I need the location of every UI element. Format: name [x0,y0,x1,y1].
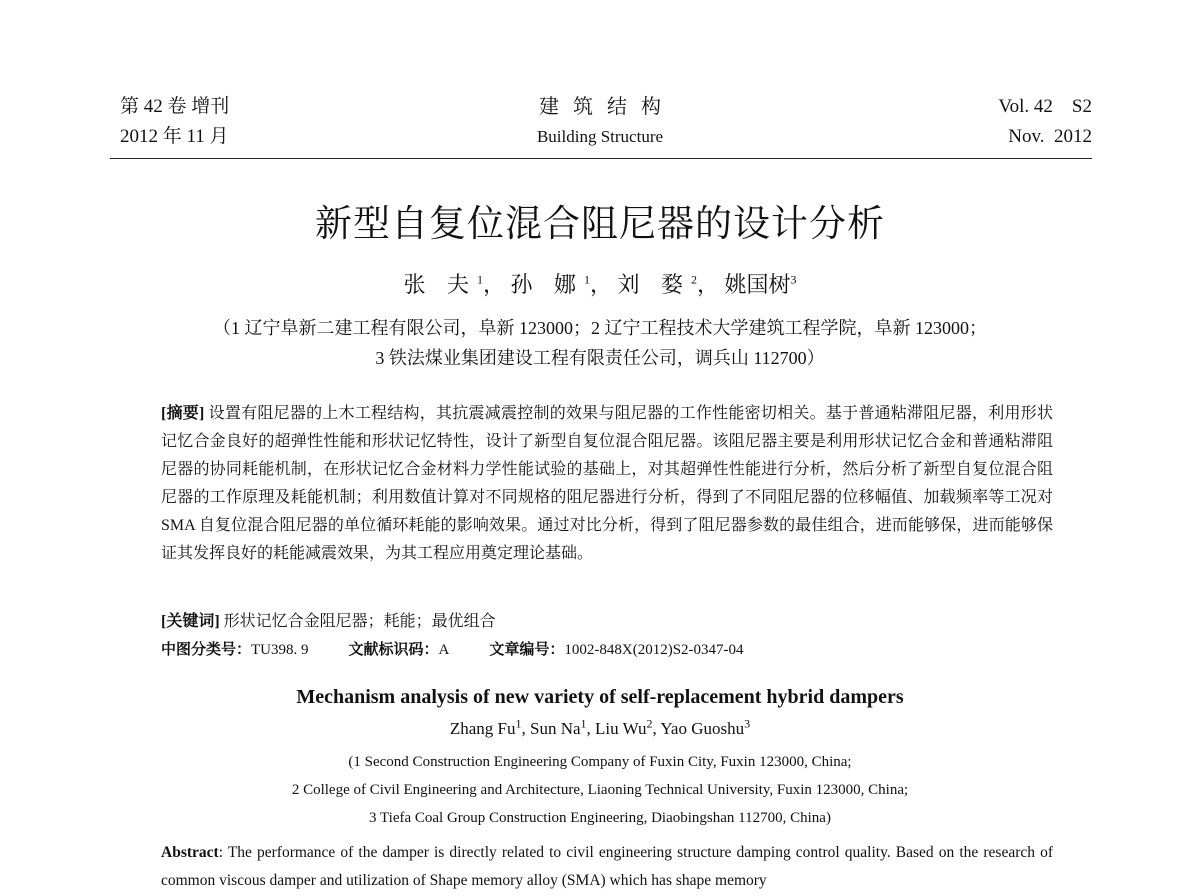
document-code-value: A [438,642,450,658]
author-name: 孙 娜 [510,272,584,297]
abstract-en-label: Abstract [161,844,219,861]
journal-name-cn: 建筑结构 [539,96,675,118]
author-name-en: Yao Guoshu [660,719,745,738]
clc-value: TU398. 9 [251,642,309,658]
keywords-cn-label: [关键词] [161,613,220,630]
document-code-label: 文献标识码： [348,642,439,658]
keywords-cn-text: 形状记忆合金阻尼器；耗能；最优组合 [223,613,496,630]
author-name: 刘 婺 [617,272,692,297]
classification-line [161,638,744,659]
journal-name-en: Building Structure [536,127,664,146]
author-name: 张 夫 [403,272,477,297]
article-number-label: 文章编号： [489,642,565,658]
paper-title-en: Mechanism analysis of new variety of self-replacement hybrid dampers [296,686,904,708]
abstract-en: Abstract: The performance of the damper is directly related to civil engineering structure damping control quality. Based on the research of common viscous damper and utilization of Shape memory alloy (SMA) which has shape memory [161,844,1053,889]
author-name-en: Zhang Fu [449,719,516,738]
abstract-cn [161,400,1053,568]
journal-header-center [480,92,720,152]
clc-label: 中图分类号： [161,642,252,658]
authors-en: Zhang Fu$^1$, Sun Na$^1$, Liu Wu$^2$, Yao Guoshu$^3$ [449,716,751,738]
author-name-en: Sun Na [530,719,581,738]
abstract-en-text: The performance of the damper is directly related to civil engineering structure damping control quality. Based on the research of common viscous damper and utilization of Shape memory alloy (SMA) which has shape memory [161,844,1053,889]
author-affiliation-mark: 1 [580,716,587,731]
affiliation-en-line-3: 3 Tiefa Coal Group Construction Engineering, Diaobingshan 112700, China) [369,810,831,826]
author-affiliation-mark: 2 [646,716,653,731]
article-number-value: 1002-848X(2012)S2-0347-04 [564,642,744,658]
header-rule [110,158,1092,159]
author-affiliation-mark: 2 [691,272,698,287]
date-cn: 2012 年 11 月 [120,126,229,147]
affiliation-en-line-2: 2 College of Civil Engineering and Architecture, Liaoning Technical University, Fuxin 123000, China; [291,782,909,798]
keywords-cn [161,608,496,631]
author-affiliation-mark: 1 [515,716,522,731]
abstract-cn-label: [摘要] [161,405,205,422]
author-affiliation-mark: 3 [744,716,751,731]
date-en: Nov. 2012 [1008,126,1092,147]
volume-cn: 第 42 卷 增刊 [120,96,230,117]
author-affiliation-mark: 3 [790,272,797,287]
authors-cn: 张 夫$^1$， 孙 娜$^1$， 刘 婺$^2$， 姚国树$^3$ [403,272,797,297]
author-affiliation-mark: 1 [583,272,590,287]
journal-header-left [120,92,229,152]
author-name: 姚国树 [724,272,791,297]
abstract-cn-text: 设置有阻尼器的上木工程结构，其抗震减震控制的效果与阻尼器的工作性能密切相关。基于普通粘滞阻尼器，利用形状记忆合金良好的超弹性性能和形状记忆特性，设计了新型自复位混合阻尼器。该阻尼器主要是利用形状记忆合金和普通粘滞阻尼器的协同耗能机制，在形状记忆合金材料力学性能试验的基础上，对其超弹性性能进行分析，然后分析了新型自复位混合阻尼器的工作原理及耗能机制；利用数值计算对不同规格的阻尼器进行分析，得到了不同阻尼器的位移幅值、加载频率等工况对 SMA 自复位混合阻尼器的单位循环耗能的影响效果。通过对比分析，得到了阻尼器参数的最佳组合，进而能够保，进而能够保证其发挥良好的耗能减震效果，为其工程应用奠定理论基础。 [161,405,1053,562]
paper-title-cn: 新型自复位混合阻尼器的设计分析 [315,204,885,245]
author-affiliation-mark: 1 [476,272,483,287]
affiliation-en-line-1: (1 Second Construction Engineering Company of Fuxin City, Fuxin 123000, China; [348,754,852,770]
journal-header-right [998,92,1092,152]
volume-en: Vol. 42 S2 [998,96,1092,117]
author-name-en: Liu Wu [595,719,647,738]
affiliation-cn-line-2: 3 铁法煤业集团建设工程有限责任公司，调兵山 112700） [375,348,825,368]
affiliation-cn-line-1: （1 辽宁阜新二建工程有限公司，阜新 123000；2 辽宁工程技术大学建筑工程学院，阜新 123000； [213,318,987,338]
